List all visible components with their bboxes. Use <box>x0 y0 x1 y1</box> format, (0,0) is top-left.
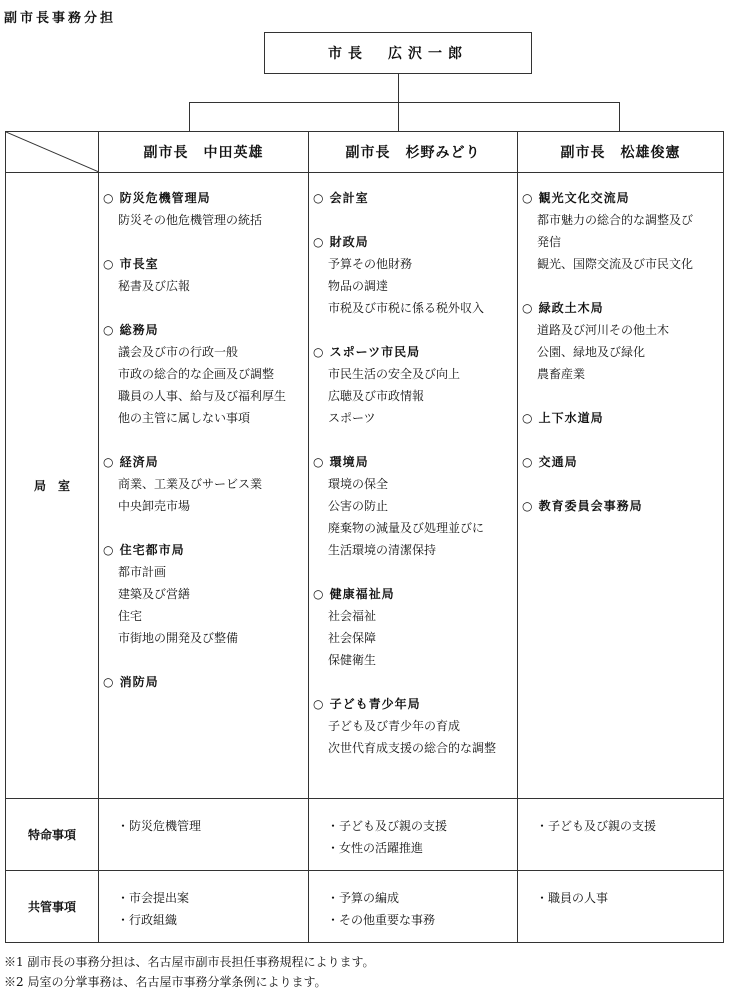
bureau-duty: 防災その他危機管理の統括 <box>118 213 263 227</box>
bureau-duty: 市政の総合的な企画及び調整 <box>118 367 275 381</box>
bureau-entry <box>103 451 304 517</box>
bureau-name: ○ 交通局 <box>522 455 578 469</box>
bureau-entry <box>103 187 304 231</box>
bureau-name: ○ 消防局 <box>103 675 159 689</box>
bureau-entry <box>313 693 513 759</box>
bureau-entry <box>313 451 513 561</box>
connector-right <box>619 102 620 131</box>
shared-item: ・その他重要な事務 <box>327 913 436 927</box>
bureau-name: ○ 財政局 <box>313 235 369 249</box>
bureau-entry <box>522 451 719 473</box>
bureau-entry <box>313 583 513 671</box>
bureau-name: ○ 経済局 <box>103 455 159 469</box>
bureau-entry <box>522 297 719 385</box>
assignment-table <box>5 131 724 943</box>
bureau-name: ○ スポーツ市民局 <box>313 345 421 359</box>
bureau-duty: 職員の人事、給与及び福利厚生 <box>118 389 287 403</box>
shared-item: ・職員の人事 <box>536 891 609 905</box>
bureau-duty: 農畜産業 <box>537 367 586 381</box>
bureau-name: ○ 環境局 <box>313 455 369 469</box>
bureau-entry <box>103 671 304 693</box>
bureau-duty: 秘書及び広報 <box>118 279 191 293</box>
shared-item: ・市会提出案 <box>117 891 190 905</box>
bureau-duty: 市街地の開発及び整備 <box>118 631 239 645</box>
bureau-name: ○ 教育委員会事務局 <box>522 499 643 513</box>
bureau-entry <box>522 187 719 275</box>
bureau-name: ○ 市長室 <box>103 257 159 271</box>
shared-deputy-1 <box>99 871 309 943</box>
connector-horizontal <box>189 102 620 103</box>
bureau-duty: 発信 <box>537 235 562 249</box>
bureau-entry <box>103 319 304 429</box>
shared-deputy-2 <box>309 871 518 943</box>
special-item: ・子ども及び親の支援 <box>327 819 448 833</box>
bureau-entry <box>313 231 513 319</box>
footnote-1: ※1 副市長の事務分担は、名古屋市副市長担任事務規程によります。 <box>4 955 375 969</box>
special-deputy-3 <box>518 799 724 871</box>
special-item: ・防災危機管理 <box>117 819 202 833</box>
bureau-name: ○ 健康福祉局 <box>313 587 395 601</box>
bureau-duty: 議会及び市の行政一般 <box>118 345 239 359</box>
bureau-entry <box>103 539 304 649</box>
bureau-name: ○ 住宅都市局 <box>103 543 185 557</box>
bureau-name: ○ 総務局 <box>103 323 159 337</box>
bureau-duty: 環境の保全 <box>328 477 389 491</box>
bureau-duty: 都市魅力の総合的な調整及び <box>537 213 694 227</box>
bureau-entry <box>522 407 719 429</box>
special-deputy-2 <box>309 799 518 871</box>
bureau-duty: 子ども及び青少年の育成 <box>328 719 461 733</box>
special-deputy-1 <box>99 799 309 871</box>
bureau-duty: 住宅 <box>118 609 143 623</box>
bureau-entry <box>522 495 719 517</box>
bureau-entry <box>103 253 304 297</box>
bureau-duty: 社会保障 <box>328 631 377 645</box>
bureau-name: ○ 会計室 <box>313 191 369 205</box>
row-label-bureaus: 局 室 <box>6 173 99 799</box>
deputy-header-3: 副市長 松雄俊憲 <box>518 132 724 173</box>
bureau-name: ○ 防災危機管理局 <box>103 191 211 205</box>
bureau-name: ○ 上下水道局 <box>522 411 604 425</box>
diagonal-corner-cell <box>6 132 99 173</box>
bureau-duty: 予算その他財務 <box>328 257 413 271</box>
connector-center <box>398 102 399 131</box>
shared-item: ・行政組織 <box>117 913 178 927</box>
bureau-duty: 公園、緑地及び緑化 <box>537 345 646 359</box>
deputy-header-2: 副市長 杉野みどり <box>309 132 518 173</box>
shared-item: ・予算の編成 <box>327 891 400 905</box>
bureau-entry <box>313 341 513 429</box>
bureau-duty: 中央卸売市場 <box>118 499 191 513</box>
bureau-duty: 他の主管に属しない事項 <box>118 411 251 425</box>
bureau-name: ○ 子ども青少年局 <box>313 697 421 711</box>
deputy-header-1: 副市長 中田英雄 <box>99 132 309 173</box>
bureaus-deputy-2 <box>309 173 518 799</box>
special-item: ・子ども及び親の支援 <box>536 819 657 833</box>
bureau-duty: 広聴及び市政情報 <box>328 389 425 403</box>
bureau-duty: 生活環境の清潔保持 <box>328 543 437 557</box>
bureau-duty: 保健衛生 <box>328 653 377 667</box>
mayor-box: 市長 広沢一郎 <box>264 32 532 74</box>
bureau-duty: 市税及び市税に係る税外収入 <box>328 301 485 315</box>
bureau-duty: スポーツ <box>328 411 376 425</box>
bureau-duty: 社会福祉 <box>328 609 377 623</box>
diagonal-line <box>6 132 99 172</box>
bureaus-deputy-1 <box>99 173 309 799</box>
row-label-special: 特命事項 <box>6 799 99 871</box>
bureau-name: ○ 緑政土木局 <box>522 301 604 315</box>
bureau-duty: 市民生活の安全及び向上 <box>328 367 461 381</box>
bureau-duty: 廃棄物の減量及び処理並びに <box>328 521 485 535</box>
footnote-2: ※2 局室の分掌事務は、名古屋市事務分掌条例によります。 <box>4 975 327 989</box>
bureaus-deputy-3 <box>518 173 724 799</box>
bureau-name: ○ 観光文化交流局 <box>522 191 630 205</box>
bureau-duty: 都市計画 <box>118 565 167 579</box>
bureau-duty: 商業、工業及びサービス業 <box>118 477 263 491</box>
bureau-duty: 観光、国際交流及び市民文化 <box>537 257 694 271</box>
shared-deputy-3 <box>518 871 724 943</box>
special-item: ・女性の活躍推進 <box>327 841 424 855</box>
page-title: 副市長事務分担 <box>4 11 117 26</box>
bureau-duty: 道路及び河川その他土木 <box>537 323 670 337</box>
bureau-duty: 建築及び営繕 <box>118 587 191 601</box>
connector-left <box>189 102 190 131</box>
footnotes <box>4 952 375 992</box>
row-label-shared: 共管事項 <box>6 871 99 943</box>
bureau-duty: 公害の防止 <box>328 499 389 513</box>
bureau-entry <box>313 187 513 209</box>
bureau-duty: 次世代育成支援の総合的な調整 <box>328 741 497 755</box>
bureau-duty: 物品の調達 <box>328 279 389 293</box>
connector-vertical-mayor <box>398 74 399 102</box>
